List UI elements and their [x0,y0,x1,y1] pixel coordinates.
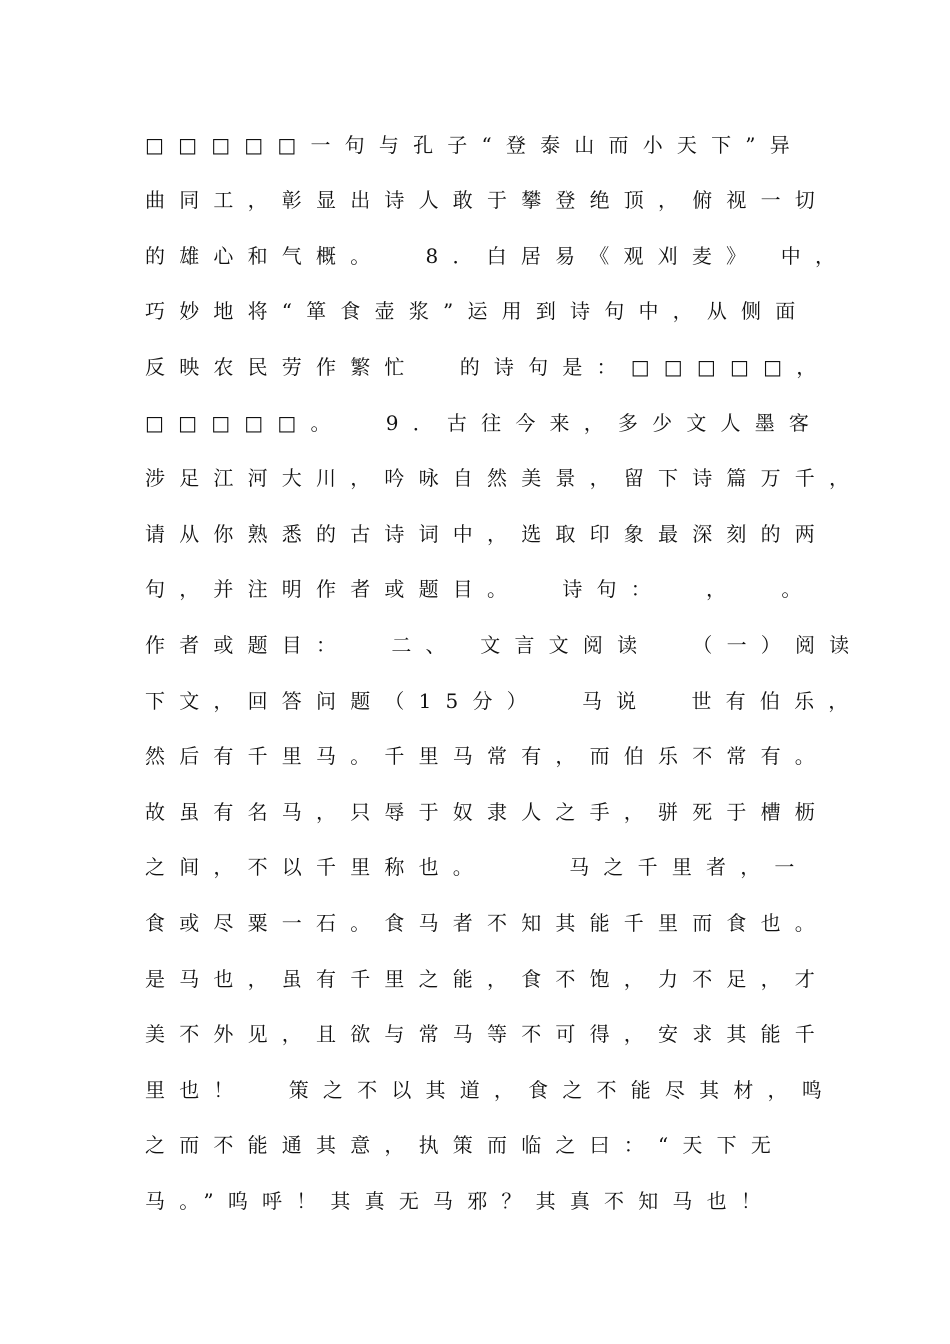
text-line: 之而不能通其意，执策而临之曰：“天下无 [145,1133,786,1157]
text-line: 的雄心和气概。 8．白居易《观刈麦》 中， [145,244,850,268]
text-line: □□□□□。 9．古往今来，多少文人墨客 [145,411,824,435]
text-line: 故虽有名马，只辱于奴隶人之手，骈死于槽枥 [145,800,829,824]
text-line: 曲同工，彰显出诗人敢于攀登绝顶，俯视一切 [145,188,829,212]
text-line: 请从你熟悉的古诗词中，选取印象最深刻的两 [145,522,829,546]
text-line: 作者或题目： 二、 文言文阅读 （一）阅读 [145,633,864,657]
text-line: 里也！ 策之不以其道，食之不能尽其材，鸣 [145,1078,836,1102]
text-line: 美不外见，且欲与常马等不可得，安求其能千 [145,1022,829,1046]
text-line: 涉足江河大川，吟咏自然美景，留下诗篇万千， [145,466,864,490]
text-line: 下文，回答问题（15分） 马说 世有伯乐， [145,689,863,713]
text-line: 巧妙地将“箪食壶浆”运用到诗句中，从侧面 [145,299,810,323]
text-line: 之间，不以千里称也。 马之千里者，一 [145,855,809,879]
text-line: 马。”呜呼！其真无马邪？其真不知马也！ [145,1189,776,1213]
text-line: 然后有千里马。千里马常有，而伯乐不常有。 [145,744,829,768]
text-line: 是马也，虽有千里之能，食不饱，力不足，才 [145,967,829,991]
text-line: 句，并注明作者或题目。 诗句： ， 。 [145,577,816,601]
text-line: 反映农民劳作繁忙 的诗句是：□□□□□， [145,355,831,379]
text-line: □□□□□一句与孔子“登泰山而小天下”异 [145,133,804,157]
text-line: 食或尽粟一石。食马者不知其能千里而食也。 [145,911,829,935]
